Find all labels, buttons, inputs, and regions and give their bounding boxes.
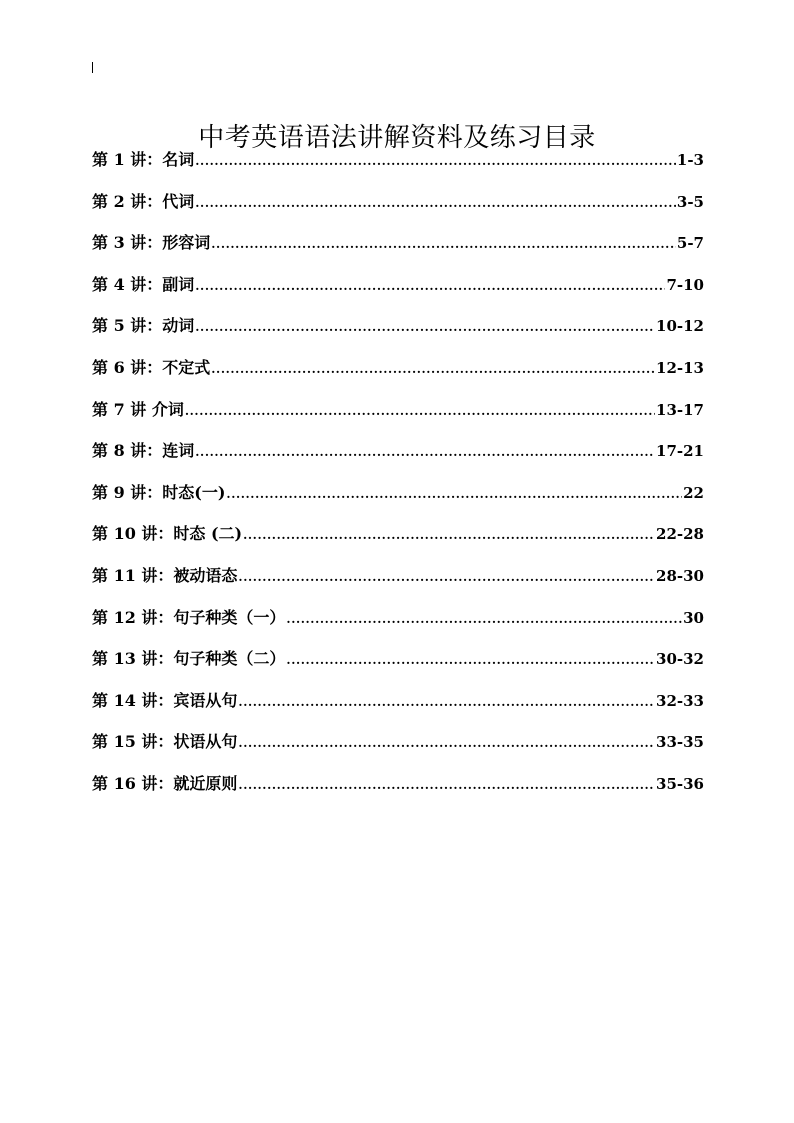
- toc-leader-dots: [238, 773, 655, 797]
- toc-entry-pages: 7-10: [666, 275, 704, 294]
- toc-leader-dots: [238, 690, 655, 714]
- toc-entry-11[interactable]: [92, 564, 704, 606]
- toc-entry-label: 第 13 讲：句子种类（二）: [92, 649, 286, 669]
- toc-leader-dots: [238, 731, 655, 755]
- toc-leader-dots: [195, 149, 676, 173]
- toc-entry-15[interactable]: [92, 730, 704, 772]
- toc-entry-label: 第 2 讲：代词: [92, 191, 195, 211]
- toc-entry-pages: 1-3: [676, 151, 704, 169]
- toc-leader-dots: [185, 399, 655, 423]
- toc-entry-pages: 17-21: [656, 442, 704, 461]
- toc-entry-label: 第 3 讲：形容词: [92, 233, 211, 253]
- toc-entry-label: 第 6 讲：不定式: [92, 357, 211, 377]
- toc-entry-3[interactable]: [92, 231, 704, 273]
- toc-leader-dots: [243, 523, 655, 547]
- toc-entry-6[interactable]: [92, 356, 704, 398]
- toc-entry-label: 第 7 讲 介词: [92, 399, 184, 419]
- toc-entry-2[interactable]: [92, 190, 704, 232]
- toc-entry-label: 第 16 讲：就近原则: [92, 773, 238, 793]
- toc-entry-label: 第 5 讲：动词: [92, 316, 195, 336]
- toc-leader-dots: [195, 440, 655, 464]
- toc-entry-pages: 30-32: [656, 650, 704, 669]
- toc-entry-14[interactable]: [92, 689, 704, 731]
- toc-entry-pages: 13-17: [656, 400, 704, 419]
- document-title: 中考英语语法讲解资料及练习目录: [198, 123, 596, 154]
- toc-entry-label: 第 12 讲：句子种类（一）: [92, 607, 286, 627]
- toc-entry-label: 第 10 讲：时态 (二): [92, 524, 243, 544]
- toc-entry-pages: 10-12: [656, 317, 704, 336]
- text-cursor: [92, 62, 93, 73]
- toc-entry-pages: 33-35: [656, 733, 704, 752]
- toc-entry-pages: 32-33: [656, 691, 704, 710]
- toc-entry-pages: 12-13: [656, 358, 704, 377]
- toc-entry-10[interactable]: [92, 522, 704, 564]
- toc-entry-pages: 28-30: [656, 566, 704, 585]
- toc-leader-dots: [195, 274, 665, 298]
- toc-entry-12[interactable]: [92, 606, 704, 648]
- toc-entry-label: 第 9 讲：时态(一): [92, 482, 226, 502]
- toc-entry-pages: 22-28: [656, 525, 704, 544]
- toc-leader-dots: [238, 565, 655, 589]
- toc-entry-label: 第 4 讲：副词: [92, 274, 195, 294]
- toc-entry-label: 第 8 讲：连词: [92, 441, 195, 461]
- toc-leader-dots: [195, 315, 655, 339]
- toc-entry-1[interactable]: [92, 148, 704, 190]
- toc-entry-label: 第 1 讲：名词: [92, 150, 195, 169]
- toc-leader-dots: [226, 482, 682, 506]
- table-of-contents: [92, 148, 704, 814]
- toc-leader-dots: [286, 648, 655, 672]
- toc-entry-label: 第 15 讲：状语从句: [92, 732, 238, 752]
- toc-entry-16[interactable]: [92, 772, 704, 814]
- toc-entry-4[interactable]: [92, 273, 704, 315]
- toc-entry-13[interactable]: [92, 647, 704, 689]
- toc-entry-label: 第 14 讲：宾语从句: [92, 690, 238, 710]
- toc-entry-pages: 35-36: [656, 774, 704, 793]
- toc-entry-7[interactable]: [92, 398, 704, 440]
- toc-leader-dots: [286, 607, 682, 631]
- toc-entry-8[interactable]: [92, 439, 704, 481]
- toc-entry-9[interactable]: [92, 481, 704, 523]
- toc-leader-dots: [195, 191, 676, 215]
- toc-leader-dots: [211, 357, 655, 381]
- toc-entry-pages: 5-7: [676, 234, 704, 253]
- toc-entry-5[interactable]: [92, 314, 704, 356]
- toc-leader-dots: [211, 232, 676, 256]
- toc-entry-pages: 30: [683, 608, 704, 627]
- toc-entry-pages: 22: [683, 483, 704, 502]
- toc-entry-label: 第 11 讲：被动语态: [92, 565, 238, 585]
- toc-entry-pages: 3-5: [676, 192, 704, 211]
